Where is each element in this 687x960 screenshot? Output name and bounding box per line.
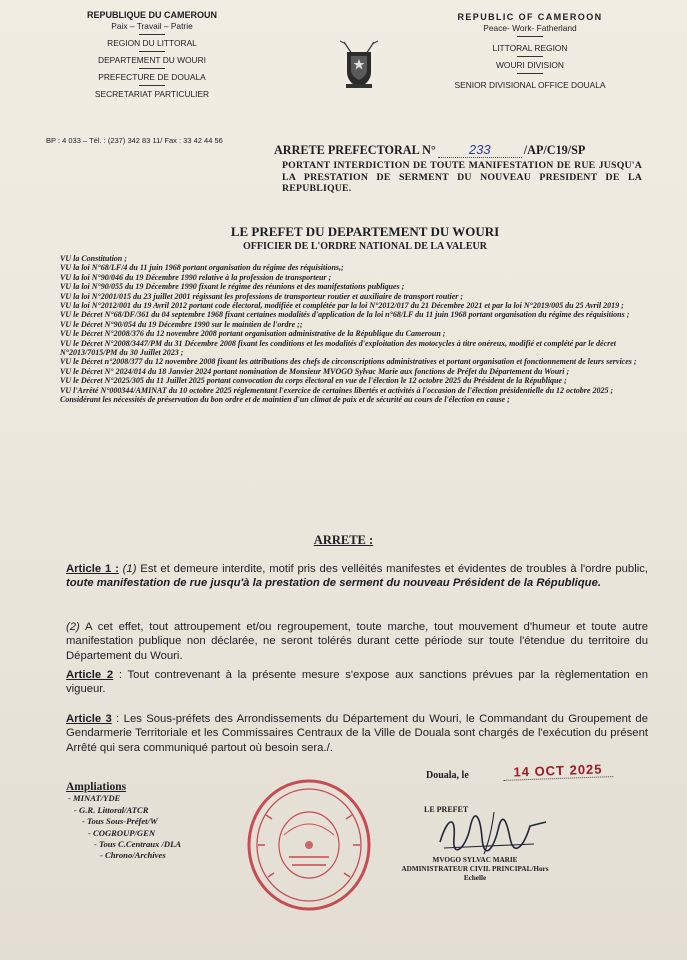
divider xyxy=(139,68,165,69)
visa-item: VU le Décret n°2008/377 du 12 novembre 2008 fixant les attributions des chefs de circonscriptions administratives et portant organisation et fonctionnement de leurs services ; xyxy=(60,357,637,367)
visa-item: VU le Décret N°2008/376 du 12 novembre 2008 portant organisation administrative de la République du Cameroun ; xyxy=(60,329,446,339)
article-1-emphasis: toute manifestation de rue jusqu'à la prestation de serment du nouveau Président de la République. xyxy=(66,577,601,590)
signer-role: LE PREFET xyxy=(424,805,469,814)
motto-en: Peace- Work- Fatherland xyxy=(483,23,577,33)
header-left xyxy=(52,10,252,100)
article-1-paragraph-2 xyxy=(66,620,648,663)
visa-item: VU le Décret N° 2024/014 du 18 Janvier 2024 portant nomination de Monsieur MVOGO Sylvac Marie aux fonctions de Préfet du Département du Wouri ; xyxy=(60,366,570,376)
divider xyxy=(517,36,543,37)
ampliation-item: - Chrono/Archives xyxy=(100,850,166,861)
country-fr: REPUBLIQUE DU CAMEROUN xyxy=(86,10,217,20)
article-2 xyxy=(66,668,648,697)
divider xyxy=(517,56,543,57)
visa-item: VU la loi N°90/055 du 19 Décembre 1990 fixant le régime des réunions et des manifestations publiques ; xyxy=(60,282,405,292)
visa-item: VU la loi N°2001/015 du 23 juillet 2001 régissant les professions de transporteur routier et auxiliaire de transport routier ; xyxy=(60,291,464,301)
visa-item: VU le Décret N°2025/305 du 11 Juillet 2025 portant convocation du corps électoral en vue de l'élection le 12 octobre 2025 du Président de la République ; xyxy=(60,376,567,386)
country-en: REPUBLIC OF CAMEROON xyxy=(457,12,603,22)
visas-list xyxy=(60,254,650,405)
prefecture-fr: PREFECTURE DE DOUALA xyxy=(98,72,206,82)
arrete-number-line xyxy=(274,142,634,158)
article-2-text: : Tout contrevenant à la présente mesure s'expose aux sanctions prévues par la règlementation en vigueur. xyxy=(66,669,648,696)
article-3-text: : Les Sous-préfets des Arrondissements du Département du Wouri, le Commandant du Groupement de Gendarmerie Territoriale et les Commissaires Centraux de la Ville de Douala sont chargés de l'exécution du présent Arrêté qui sera communiqué partout où besoin sera./. xyxy=(66,713,648,754)
signer-title: ADMINISTRATEUR CIVIL PRINCIPAL/Hors xyxy=(401,865,549,873)
article-1-label: Article 1 : xyxy=(66,563,119,575)
arrete-heading xyxy=(0,533,687,548)
visa-item: VU le Décret N°2008/3447/PM du 31 Décembre 2008 fixant les conditions et les modalités d'exploitation des motocycles à titre onéreux, modifié et complété par le décret N°2013/7015/PM du 30 Juillet 2023 ; xyxy=(60,338,617,358)
arrete-subject: PORTANT INTERDICTION DE TOUTE MANIFESTATION DE RUE JUSQU'A LA PRESTATION DE SERMENT DU NOUVEAU PRESIDENT DE LA REPUBLIQUE. xyxy=(282,160,642,194)
article-1-p2-num: (2) xyxy=(66,621,80,633)
article-1-text: Est et demeure interdite, motif pris des velléités manifestes et évidentes de troubles à l'ordre public, xyxy=(136,563,649,575)
divider xyxy=(139,34,165,35)
contact-line: BP : 4 033 – Tél. : (237) 342 83 11/ Fax : 33 42 44 56 xyxy=(46,136,223,145)
visa-item: VU la Constitution ; xyxy=(60,254,127,263)
arrete-number: 233 xyxy=(438,142,522,158)
arrete-prefix: ARRETE PREFECTORAL N° xyxy=(274,143,436,157)
divider xyxy=(139,85,165,86)
signer-block xyxy=(360,856,590,883)
office-fr: SECRETARIAT PARTICULIER xyxy=(94,89,210,99)
article-1-p2-text: A cet effet, tout attroupement et/ou regroupement, toute marche, tout mouvement d'humeur et toute autre manifestation publique non déclarée, ne seront tolérés durant cette période sur toute l'étendue du territoire du Département du Wouri. xyxy=(66,621,648,662)
office-en: SENIOR DIVISIONAL OFFICE DOUALA xyxy=(454,80,606,90)
article-3-label: Article 3 xyxy=(66,713,112,725)
coat-of-arms-icon xyxy=(338,38,380,90)
visa-item: Considérant les nécessités de préservation du bon ordre et de maintien d'un climat de paix et de sécurité au cours de l'élection en cause ; xyxy=(60,395,510,405)
visa-item: VU l'Arrêté N°000344/AMINAT du 10 octobre 2025 réglementant l'exercice de certaines libertés et activités à l'occasion de l'élection présidentielle du 12 octobre 2025 ; xyxy=(60,385,614,395)
prefet-title: LE PREFET DU DEPARTEMENT DU WOURI xyxy=(230,224,500,239)
motto-fr: Paix – Travail – Patrie xyxy=(111,21,193,31)
article-3 xyxy=(66,712,648,755)
arrete-suffix: /AP/C19/SP xyxy=(523,143,586,157)
ampliations-title: Ampliations xyxy=(66,781,127,793)
visa-item: VU le Décret N°68/DF/361 du 04 septembre 1968 fixant certaines modalités d'application de la loi n°68/LF du 11 juin 1968 portant organisation du régime des réquisitions ; xyxy=(60,310,630,320)
header-right xyxy=(420,12,640,91)
ampliation-item: - COGROUP/GEN xyxy=(88,827,156,838)
ampliation-item: - MINAT/YDE xyxy=(68,793,121,804)
visa-item: VU la loi N°90/046 du 19 Décembre 1990 relative à la profession de transporteur ; xyxy=(60,272,332,282)
divider xyxy=(139,51,165,52)
signature-icon xyxy=(434,808,554,858)
signer-grade: Echelle xyxy=(463,874,487,882)
ampliations xyxy=(66,782,181,862)
date-stamp: 14 OCT 2025 xyxy=(503,761,613,781)
department-fr: DEPARTEMENT DU WOURI xyxy=(98,55,206,65)
ampliation-item: - G.R. Littoral/ATCR xyxy=(74,804,149,815)
prefet-subtitle: OFFICIER DE L'ORDRE NATIONAL DE LA VALEUR xyxy=(243,241,487,252)
ampliation-item: - Tous Sous-Préfet/W xyxy=(82,816,158,827)
division-en: WOURI DIVISION xyxy=(496,60,564,70)
visa-item: VU la loi N°2012/001 du 19 Avril 2012 portant code électoral, modifiée et complétée par la loi N°2012/017 du 21 Décembre 2021 et par la loi N°2019/005 du 25 Avril 2019 ; xyxy=(60,301,624,311)
divider xyxy=(517,73,543,74)
signer-name: MVOGO SYLVAC MARIE xyxy=(432,856,518,864)
ampliation-item: - Tous C.Centraux /DLA xyxy=(94,839,182,850)
article-2-label: Article 2 xyxy=(66,669,114,681)
region-fr: REGION DU LITTORAL xyxy=(107,38,197,48)
visa-item: VU la loi N°68/LF/4 du 11 juin 1968 portant organisation du régime des réquisitions,; xyxy=(60,263,344,273)
article-1 xyxy=(66,562,648,591)
region-en: LITTORAL REGION xyxy=(492,43,568,53)
arrete-heading-text: ARRETE : xyxy=(313,533,374,547)
official-stamp-icon xyxy=(244,775,374,915)
visa-item: VU le Décret N°90/054 du 19 Décembre 1990 sur le maintien de l'ordre ;; xyxy=(60,319,303,329)
article-1-num: (1) xyxy=(122,563,137,575)
place-label: Douala, le xyxy=(426,770,469,781)
